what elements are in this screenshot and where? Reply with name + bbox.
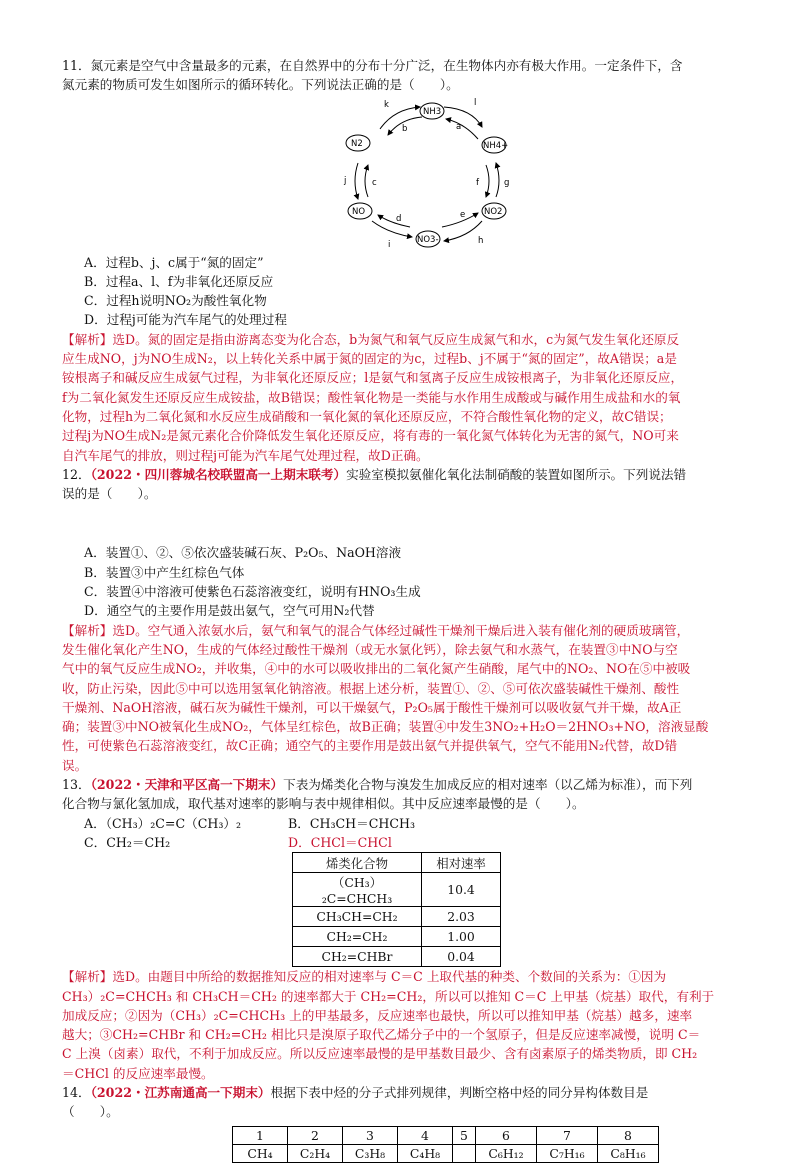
table-cell: 4: [398, 1126, 453, 1144]
table-cell: C₆H₁₂: [476, 1144, 537, 1162]
label-l: l: [474, 97, 477, 108]
q13-analysis-line: 越大；③CH₂=CHBr 和 CH₂=CH₂ 相比只是溴原子取代乙烯分子中的一个氢原子，但是反应速率减慢，说明 C＝: [62, 1027, 701, 1043]
q12-stem-line1: [62, 465, 742, 484]
q13-analysis: [62, 967, 742, 1083]
table-cell: 5: [453, 1126, 476, 1144]
q11-analysis-line: f为二氧化氮发生还原反应生成铵盐，故B错误；酸性氧化物是一类能与水作用生成酸或与碱作用生成盐和水的氧: [62, 389, 681, 405]
q11-option-a: A．过程b、j、c属于“氮的固定”: [84, 254, 264, 270]
q12-analysis-line: 干燥剂、NaOH溶液，碱石灰为碱性干燥剂，可以干燥氨气，P₂O₅属于酸性干燥剂可以吸收氨气并干燥，故A正: [62, 699, 682, 715]
table-cell: C₇H₁₆: [537, 1144, 598, 1162]
q13-analysis-line: 加成反应；②因为（CH₃）₂C=CHCH₃ 上的甲基最多，反应速率也最快，所以可以推知甲基（烷基）越多，速率: [62, 1007, 693, 1023]
table-cell: C₈H₁₆: [598, 1144, 659, 1162]
table-cell: C₄H₈: [398, 1144, 453, 1162]
q11-stem-line2: 氮元素的物质可发生如图所示的循环转化。下列说法正确的是（ ）。: [62, 77, 459, 93]
table-cell: 2: [288, 1126, 343, 1144]
label-i: i: [388, 239, 391, 250]
node-nh4: NH4+: [483, 140, 509, 151]
q12-stem-line2: 误的是（ ）。: [62, 486, 157, 502]
q13-number: 13．: [62, 777, 91, 793]
table-cell: 2.03: [422, 907, 501, 927]
q12-analysis-line: 性，可使紫色石蕊溶液变红，故C正确；通空气的主要作用是鼓出氨气并提供氧气，空气不能用N₂代替，故D错: [62, 738, 678, 754]
q12-figure-space: [62, 503, 742, 543]
table-cell: CH₂=CHBr: [293, 947, 422, 967]
table-cell: （CH₃）₂C=CHCH₃: [293, 873, 422, 907]
table-row: [293, 907, 501, 927]
q14-source: （2022・江苏南通高一下期末）: [90, 1084, 271, 1100]
table-cell: 1: [233, 1126, 288, 1144]
table-cell: 0.04: [422, 947, 501, 967]
q12-option-b: B．装置③中产生红棕色气体: [84, 564, 245, 580]
q11-option-d: D．过程j可能为汽车尾气的处理过程: [84, 312, 287, 328]
q11-analysis-line: 自汽车尾气的排放，则过程j可能为汽车尾气处理过程，故D正确。: [62, 447, 429, 463]
q11-analysis-line: 化物，过程h为二氧化氮和水反应生成硝酸和一氧化氮的氧化还原反应，不符合酸性氧化物的定义，故C错误；: [62, 408, 672, 424]
table-cell: C₃H₈: [343, 1144, 398, 1162]
q13-stem-line1: [62, 775, 742, 794]
q14-stem-line1: [62, 1083, 742, 1102]
q12-analysis-line: 收，防止污染，因此⑤中可以选用氢氧化钠溶液。根据上述分析，装置①、②、⑤可依次盛装碱性干燥剂、酸性: [62, 680, 680, 696]
q12-source: （2022・四川蓉城名校联盟高一上期末联考）: [90, 466, 347, 482]
node-no: NO: [352, 206, 366, 217]
q13-analysis-line: C 上溴（卤素）取代，不利于加成反应。所以反应速率最慢的是甲基数目最少、含有卤素原子的烯类物质，即 CH₂: [62, 1046, 698, 1062]
q14-formula-table: [232, 1126, 659, 1163]
q12-analysis-line: 【解析】选D。空气通入浓氨水后，氨气和氧气的混合气体经过碱性干燥剂干燥后进入装有催化剂的硬质玻璃管，: [62, 622, 690, 638]
table-cell: 3: [343, 1126, 398, 1144]
q11-analysis-line: 【解析】选D。氮的固定是指由游离态变为化合态，b为氮气和氧气反应生成氮气和水，c为氮气发生氧化还原反: [62, 331, 680, 347]
q12-option-d: D．通空气的主要作用是鼓出氨气，空气可用N₂代替: [84, 603, 375, 619]
q13-options-cd: [62, 833, 742, 852]
q14-stem-line2: （ ）。: [62, 1104, 119, 1120]
q11-option-c: C．过程h说明NO₂为酸性氧化物: [84, 293, 267, 309]
label-f: f: [476, 177, 479, 188]
table-cell: C₂H₄: [288, 1144, 343, 1162]
table-row: [233, 1126, 659, 1144]
q11-analysis-line: 铵根离子和碱反应生成氨气过程，为非氧化还原反应；l是氨气和氢离子反应生成铵根离子，为非氧化还原反应，: [62, 370, 684, 386]
node-n2: N2: [351, 138, 363, 149]
q12-analysis-line: 确；装置③中NO被氧化生成NO₂，气体呈红棕色，故B正确；装置④中发生3NO₂+H₂O＝2HNO₃+NO，溶液显酸: [62, 719, 709, 735]
label-a: a: [456, 121, 462, 132]
label-e: e: [460, 209, 466, 220]
q12-stem: 实验室模拟氨催化氧化法制硝酸的装置如图所示。下列说法错: [346, 466, 687, 482]
table-header-cell: 相对速率: [422, 853, 501, 873]
q13-options-ab: [62, 814, 742, 833]
q13-analysis-line: 【解析】选D。由题目中所给的数据推知反应的相对速率与 C＝C 上取代基的种类、个数间的关系为：①因为: [62, 969, 667, 985]
q11-analysis-line: 应生成NO，j为NO生成N₂，以上转化关系中属于氮的固定的为c，过程b、j不属于“氮的固定”，故A错误；a是: [62, 351, 677, 367]
nitrogen-cycle-svg: [332, 95, 522, 253]
q13-stem: 下表为烯类化合物与溴发生加成反应的相对速率（以乙烯为标准），而下列: [283, 777, 693, 793]
q11-stem-line1: 11．氮元素是空气中含量最多的元素，在自然界中的分布十分广泛，在生物体内亦有极大作用。一定条件下，含: [62, 58, 683, 73]
node-no2: NO2: [484, 206, 503, 217]
label-b: b: [402, 123, 408, 134]
table-header-cell: 烯类化合物: [293, 853, 422, 873]
q12-option-c: C．装置④中溶液可使紫色石蕊溶液变红，说明有HNO₃生成: [84, 584, 421, 600]
node-nh3: NH3: [423, 106, 442, 117]
table-header-row: [293, 853, 501, 873]
table-cell: 6: [476, 1126, 537, 1144]
label-h: h: [478, 235, 484, 246]
label-d: d: [396, 213, 402, 224]
q11-analysis: [62, 330, 742, 465]
table-cell: CH₂=CH₂: [293, 927, 422, 947]
nitrogen-cycle-diagram: [62, 95, 742, 253]
table-cell: 1.00: [422, 927, 501, 947]
q12-analysis-line: 气中的氧气反应生成NO₂，并收集，④中的水可以吸收排出的二氧化氮产生硝酸，尾气中的NO₂、NO在⑤中被吸: [62, 661, 691, 677]
table-row: [233, 1144, 659, 1162]
table-cell: [453, 1144, 476, 1162]
table-cell: 7: [537, 1126, 598, 1144]
q13-source: （2022・天津和平区高一下期末）: [90, 777, 284, 793]
q12-analysis-line: 发生催化氧化产生NO，生成的气体经过酸性干燥剂（或无水氯化钙），除去氨气和水蒸气，在装置③中NO与空: [62, 641, 678, 657]
q12-analysis-line: 误。: [62, 757, 88, 773]
q14-stem: 根据下表中烃的分子式排列规律，判断空格中烃的同分异构体数目是: [270, 1084, 649, 1100]
q11-option-b: B．过程a、l、f为非氧化还原反应: [84, 273, 274, 289]
label-g: g: [504, 177, 510, 188]
node-no3: NO3-: [417, 234, 439, 245]
table-cell: 10.4: [422, 873, 501, 907]
label-k: k: [384, 99, 389, 110]
q13-option-c: C．CH₂＝CH₂: [84, 834, 171, 850]
q13-stem-line2: 化合物与氯化氢加成，取代基对速率的影响与表中规律相似。其中反应速率最慢的是（ ）。: [62, 796, 585, 812]
q12-analysis: [62, 621, 742, 775]
table-row: [293, 927, 501, 947]
label-c: c: [372, 177, 377, 188]
table-row: [293, 873, 501, 907]
table-cell: CH₃CH=CH₂: [293, 907, 422, 927]
q12-number: 12．: [62, 466, 91, 482]
q13-option-a: A．（CH₃）₂C=C（CH₃）₂: [84, 815, 242, 831]
q11-analysis-line: 过程j为NO生成N₂是氮元素化合价降低发生氧化还原反应，将有毒的一氧化氮气体转化为无害的氮气，NO可来: [62, 428, 679, 444]
q13-option-b: B．CH₃CH＝CHCH₃: [288, 815, 416, 831]
table-cell: 8: [598, 1126, 659, 1144]
q13-rate-table: [292, 852, 501, 967]
q12-option-a: A．装置①、②、⑤依次盛装碱石灰、P₂O₅、NaOH溶液: [84, 545, 402, 561]
table-row: [293, 947, 501, 967]
q13-option-d: D．CHCl＝CHCl: [288, 834, 392, 850]
q14-number: 14．: [62, 1084, 91, 1100]
table-cell: CH₄: [233, 1144, 288, 1162]
q13-analysis-line: CH₃）₂C=CHCH₃ 和 CH₃CH＝CH₂ 的速率都大于 CH₂=CH₂，所以可以推知 C＝C 上甲基（烷基）取代，有利于: [62, 988, 715, 1004]
q13-analysis-line: ＝CHCl 的反应速率最慢。: [62, 1065, 214, 1081]
label-j: j: [344, 175, 347, 186]
